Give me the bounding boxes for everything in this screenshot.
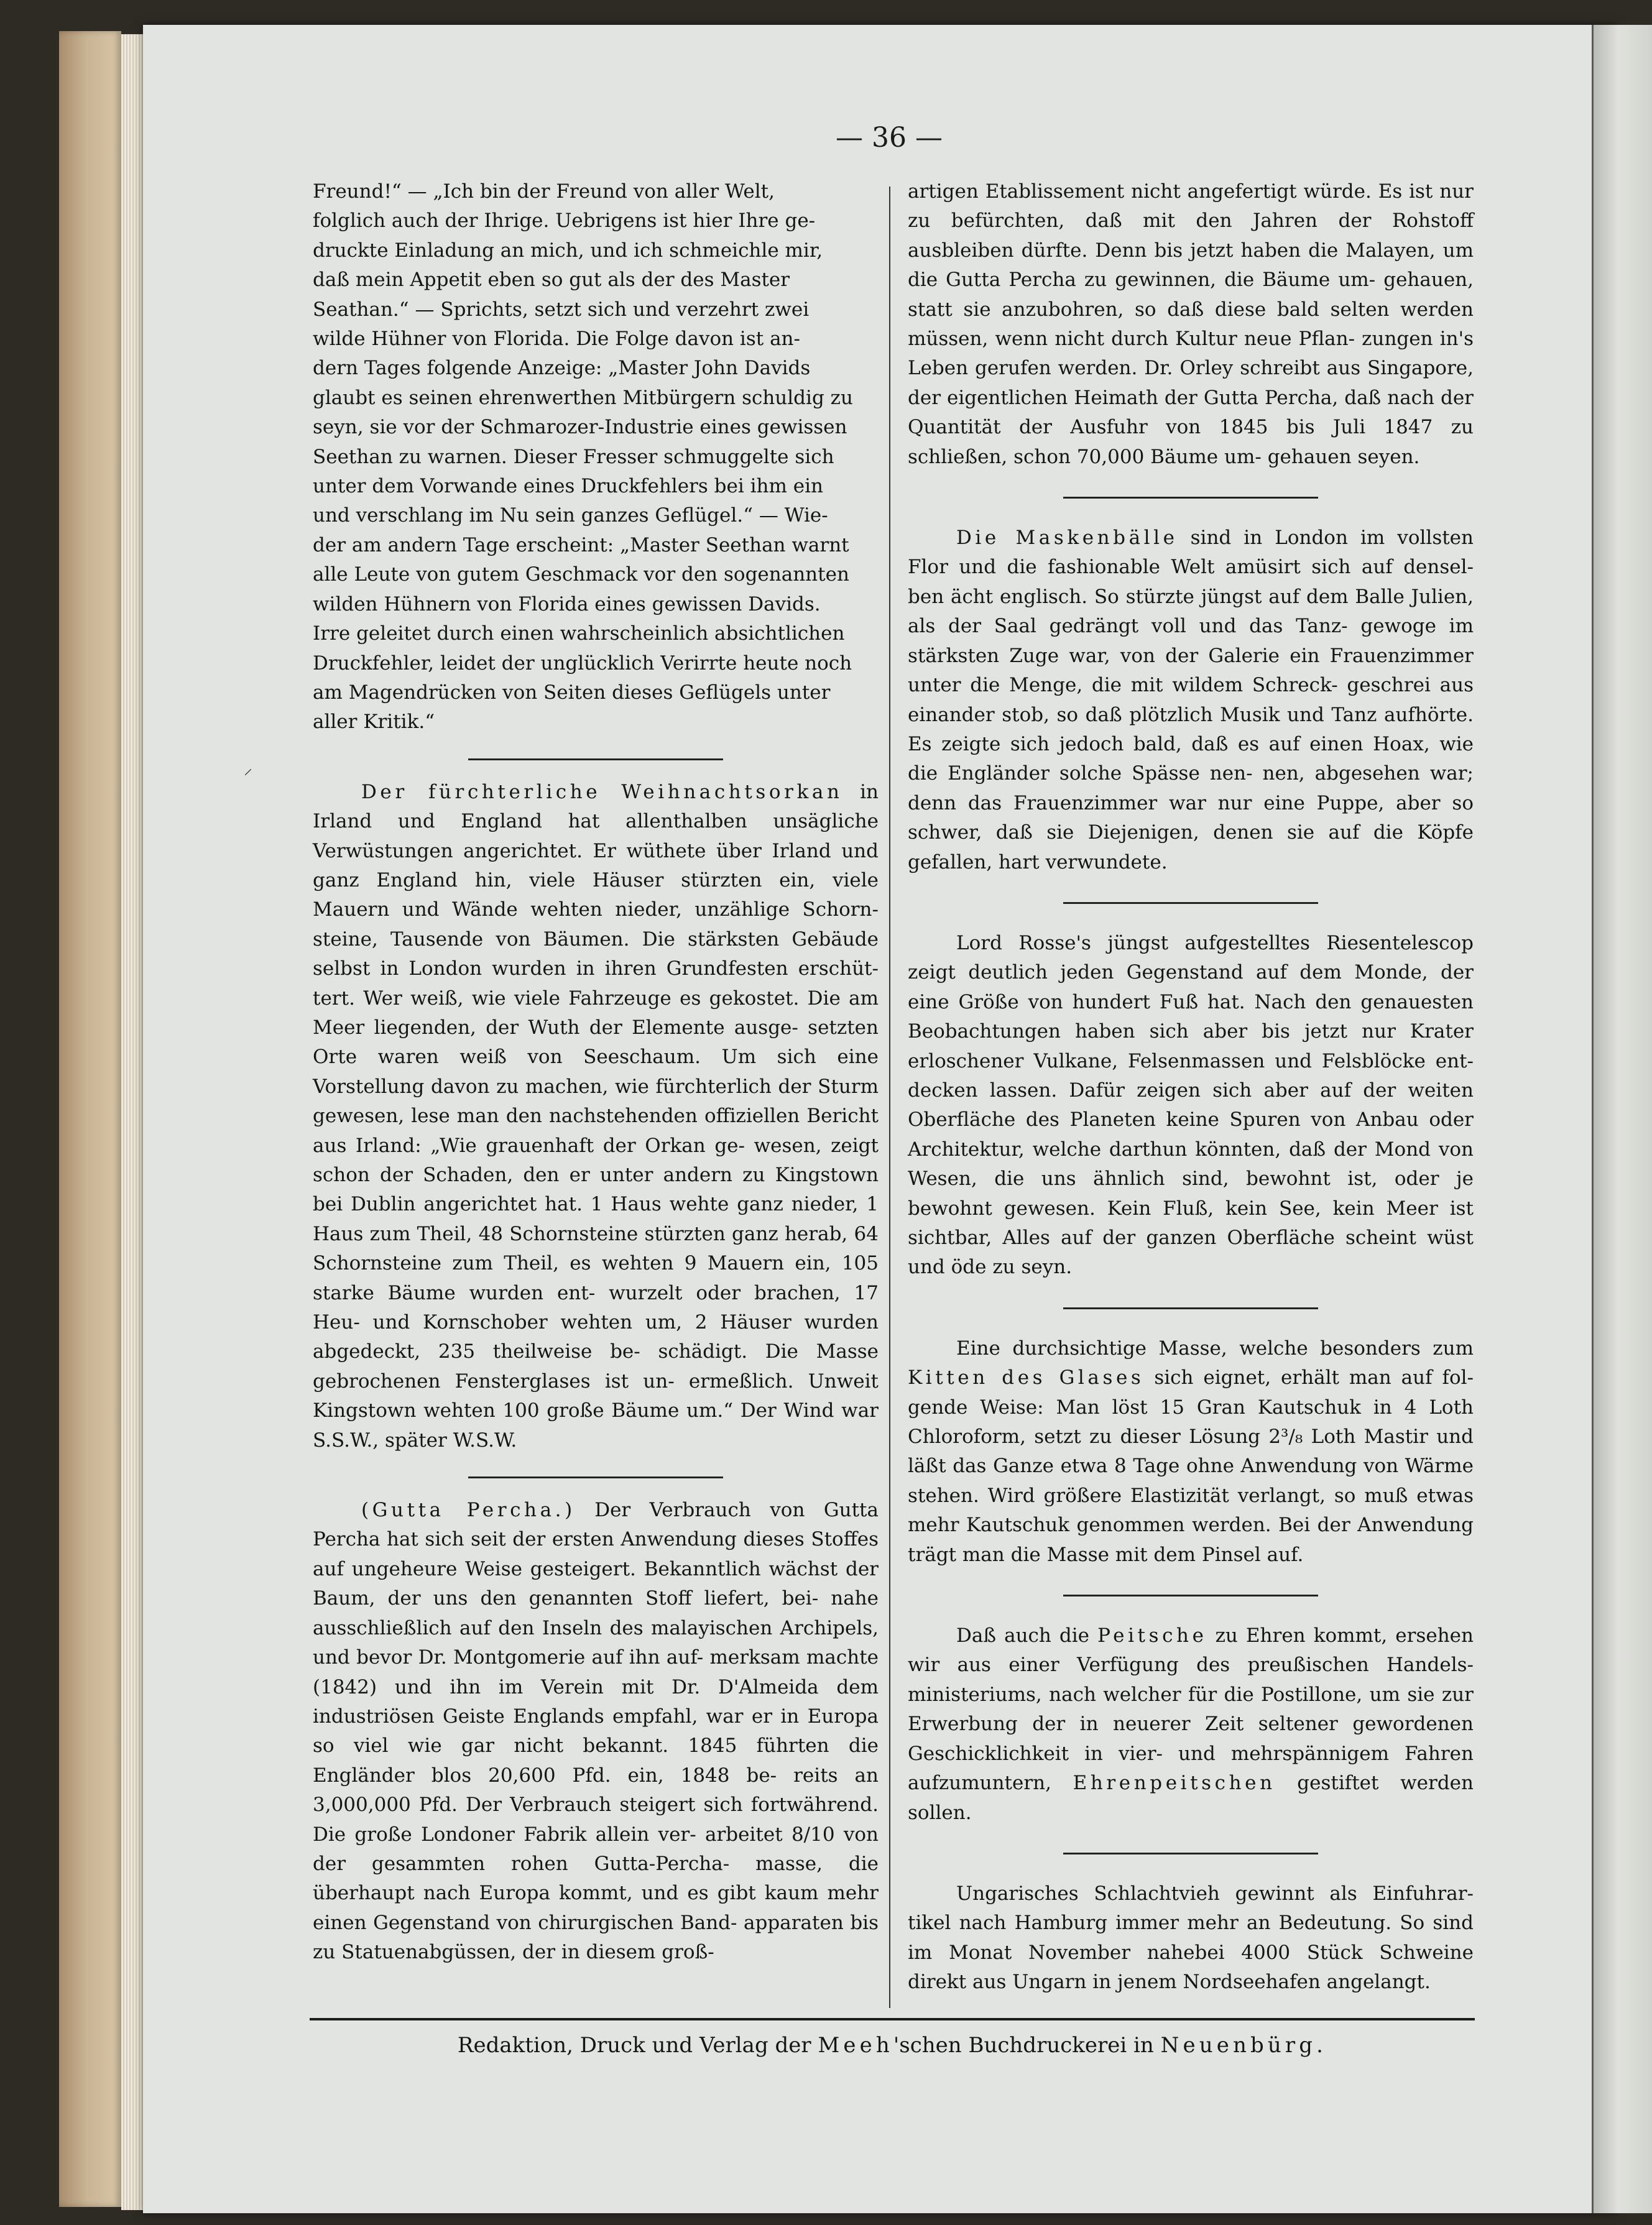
- section-divider: [468, 1476, 723, 1478]
- section-divider: [1063, 902, 1318, 904]
- next-page-edge: [1592, 25, 1652, 2213]
- section-divider: [468, 758, 723, 760]
- stray-mark: ⸝: [244, 758, 253, 778]
- article-lead: (Gutta Percha.): [361, 1499, 576, 1522]
- section-divider: [1063, 497, 1318, 499]
- section-divider: [1063, 1307, 1318, 1309]
- article-riesentelescop: Lord Rosse's jüngst aufgestelltes Riesentelescop zeigt deutlich jeden Gegenstand auf dem Monde, der eine Größe von hundert Fuß hat. Nach den genauesten Beobachtungen haben sich aber bis jetzt nur Krater erloschener Vulkane, Felsenmassen und Felsblöcke ent- decken lassen. Dafür zeigen sich aber auf der weiten Oberfläche des Planeten keine Spuren von Anbau oder Architektur, welche darthun könnten, daß der Mond von Wesen, die uns ähnlich sind, bewohnt ist, oder je bewohnt gewesen. Kein Fluß, kein See, kein Meer ist sichtbar, Alles auf der ganzen Oberfläche scheint wüst und öde zu seyn.: [908, 931, 1474, 1279]
- article-gutta-percha: (Gutta Percha.) Der Verbrauch von Gutta Percha hat sich seit der ersten Anwendung dieses Stoffes auf ungeheure Weise gesteigert. Bekanntlich wächst der Baum, der uns den genannten Stoff liefert, bei- nahe ausschließlich auf den Inseln des malayischen Archipels, und bevor Dr. Montgomerie auf ihn auf- merksam machte (1842) und ihn im Verein mit Dr. D'Almeida dem industriösen Geiste Englands empfahl, war er in Europa so viel wie gar nicht bekannt. 1845 führten die Engländer blos 20,600 Pfd. ein, 1848 be- reits an 3,000,000 Pfd. Der Verbrauch steigert sich fortwährend. Die große Londoner Fabrik allein ver- arbeitet 8/10 von der gesammten rohen Gutta-Percha- masse, die überhaupt nach Europa kommt, und es gibt kaum mehr einen Gegenstand von chirurgischen Band- apparaten bis zu Statuenabgüssen, der in diesem groß-: [313, 1499, 879, 1964]
- page-number: — 36 —: [836, 122, 943, 154]
- article-lead: Der fürchterliche Weihnachtsorkan: [361, 780, 843, 803]
- printer-place: Neuenbürg.: [1160, 2033, 1327, 2058]
- left-column: [313, 177, 879, 1968]
- printer-name: Meeh: [818, 2033, 893, 2058]
- footer-rule: [310, 2018, 1475, 2020]
- article-lead: Peitsche: [1097, 1624, 1207, 1647]
- book-binding: [59, 31, 121, 2207]
- article-davids-continued: Freund!“ — „Ich bin der Freund von aller Welt, folglich auch der Ihrige. Uebrigens ist hier Ihre ge- druckte Einladung an mich, und ich schmeichle mir, daß mein Appetit eben so gut als der des Master Seathan.“ — Sprichts, setzt sich und verzehrt zwei wilde Hühner von Florida. Die Folge davon ist an- dern Tages folgende Anzeige: „Master John Davids glaubt es seinen ehrenwerthen Mitbürgern schuldig zu seyn, sie vor der Schmarozer-Industrie eines gewissen Seethan zu warnen. Dieser Fresser schmuggelte sich unter dem Vorwande eines Druckfehlers bei ihm ein und verschlang im Nu sein ganzes Geflügel.“ — Wie- der am andern Tage erscheint: „Master Seethan warnt alle Leute von gutem Geschmack vor den sogenannten wilden Hühnern von Florida eines gewissen Davids. Irre geleitet durch einen wahrscheinlich absichtlichen Druckfehler, leidet der unglücklich Verirrte heute noch am Magendrücken von Seiten dieses Geflügels unter aller Kritik.“: [313, 180, 853, 734]
- article-weihnachtsorkan: Der fürchterliche Weihnachtsorkan in Irland und England hat allenthalben unsägliche Verwüstungen angerichtet. Er wüthete über Irland und ganz England hin, viele Häuser stürzten ein, viele Mauern und Wände wehten nieder, unzählige Schorn- steine, Tausende von Bäumen. Die stärksten Gebäude selbst in London wurden in ihren Grundfesten erschüt- tert. Wer weiß, wie viele Fahrzeuge es gekostet. Die am Meer liegenden, der Wuth der Elemente ausge- setzten Orte waren weiß von Seeschaum. Um sich eine Vorstellung davon zu machen, wie fürchterlich der Sturm gewesen, lese man den nachstehenden offiziellen Bericht aus Irland: „Wie grauenhaft der Orkan ge- wesen, zeigt schon der Schaden, den er unter andern zu Kingstown bei Dublin angerichtet hat. 1 Haus wehte ganz nieder, 1 Haus zum Theil, 48 Schornsteine stürzten ganz herab, 64 Schornsteine zum Theil, es wehten 9 Mauern ein, 105 starke Bäume wurden ent- wurzelt oder brachen, 17 Heu- und Kornschober wehten um, 2 Häuser wurden abgedeckt, 235 theilweise be- schädigt. Die Masse gebrochenen Fensterglases ist un- ermeßlich. Unweit Kingstown wehten 100 große Bäume um.“ Der Wind war S.S.W., später W.S.W.: [313, 780, 879, 1452]
- article-lead: Die Maskenbälle: [956, 527, 1178, 550]
- article-lead: Ehrenpeitschen: [1073, 1772, 1276, 1795]
- article-lead: Kitten des Glases: [908, 1366, 1145, 1389]
- page-edges: [121, 34, 146, 2210]
- article-gutta-percha-continued: artigen Etablissement nicht angefertigt würde. Es ist nur zu befürchten, daß mit den Jahren der Rohstoff ausbleiben dürfte. Denn bis jetzt haben die Malayen, um die Gutta Percha zu gewinnen, die Bäume um- gehauen, statt sie anzubohren, so daß diese bald selten werden müssen, wenn nicht durch Kultur neue Pflan- zungen in's Leben gerufen werden. Dr. Orley schreibt aus Singapore, der eigentlichen Heimath der Gutta Percha, daß nach der Quantität der Ausfuhr von 1845 bis Juli 1847 zu schließen, schon 70,000 Bäume um- gehauen seyen.: [908, 180, 1474, 468]
- article-schlachtvieh: Ungarisches Schlachtvieh gewinnt als Einfuhrar- tikel nach Hamburg immer mehr an Bedeutung. So sind im Monat November nahebei 4000 Stück Schweine direkt aus Ungarn in jenem Nordseehafen angelangt.: [908, 1882, 1474, 1994]
- article-peitsche: Daß auch die Peitsche zu Ehren kommt, ersehen wir aus einer Verfügung des preußischen Handels- ministeriums, nach welcher für die Postillone, um sie zur Erwerbung der in neuerer Zeit seltener gewordenen Geschicklichkeit in vier- und mehrspännigem Fahren aufzumuntern, Ehrenpeitschen gestiftet werden sollen.: [908, 1624, 1474, 1824]
- section-divider: [1063, 1595, 1318, 1596]
- right-column: [908, 177, 1474, 1997]
- article-maskenbaelle: Die Maskenbälle sind in London im vollsten Flor und die fashionable Welt amüsirt sich auf densel- ben ächt englisch. So stürzte jüngst auf dem Balle Julien, als der Saal gedrängt voll und das Tanz- gewoge im stärksten Zuge war, von der Galerie ein Frauenzimmer unter die Menge, die mit wildem Schreck- geschrei aus einander stob, so daß plötzlich Musik und Tanz aufhörte. Es zeigte sich jedoch bald, daß es auf einen Hoax, wie die Engländer solche Spässe nen- nen, abgesehen war; denn das Frauenzimmer war nur eine Puppe, aber so schwer, daß sie Diejenigen, denen sie auf die Köpfe gefallen, hart verwundete.: [908, 527, 1474, 873]
- article-kitten-des-glases: Eine durchsichtige Masse, welche besonders zum Kitten des Glases sich eignet, erhält man auf fol- gende Weise: Man löst 15 Gran Kautschuk in 4 Loth Chloroform, setzt zu dieser Lösung 2³/₈ Loth Mastir und läßt das Ganze etwa 8 Tage ohne Anwendung von Wärme stehen. Wird größere Elastizität verlangt, so muß etwas mehr Kautschuk genommen werden. Bei der Anwendung trägt man die Masse mit dem Pinsel auf.: [908, 1337, 1474, 1566]
- imprint: Redaktion, Druck und Verlag der Meeh'schen Buchdruckerei in Neuenbürg.: [457, 2033, 1327, 2058]
- column-divider: [889, 187, 890, 2008]
- section-divider: [1063, 1853, 1318, 1854]
